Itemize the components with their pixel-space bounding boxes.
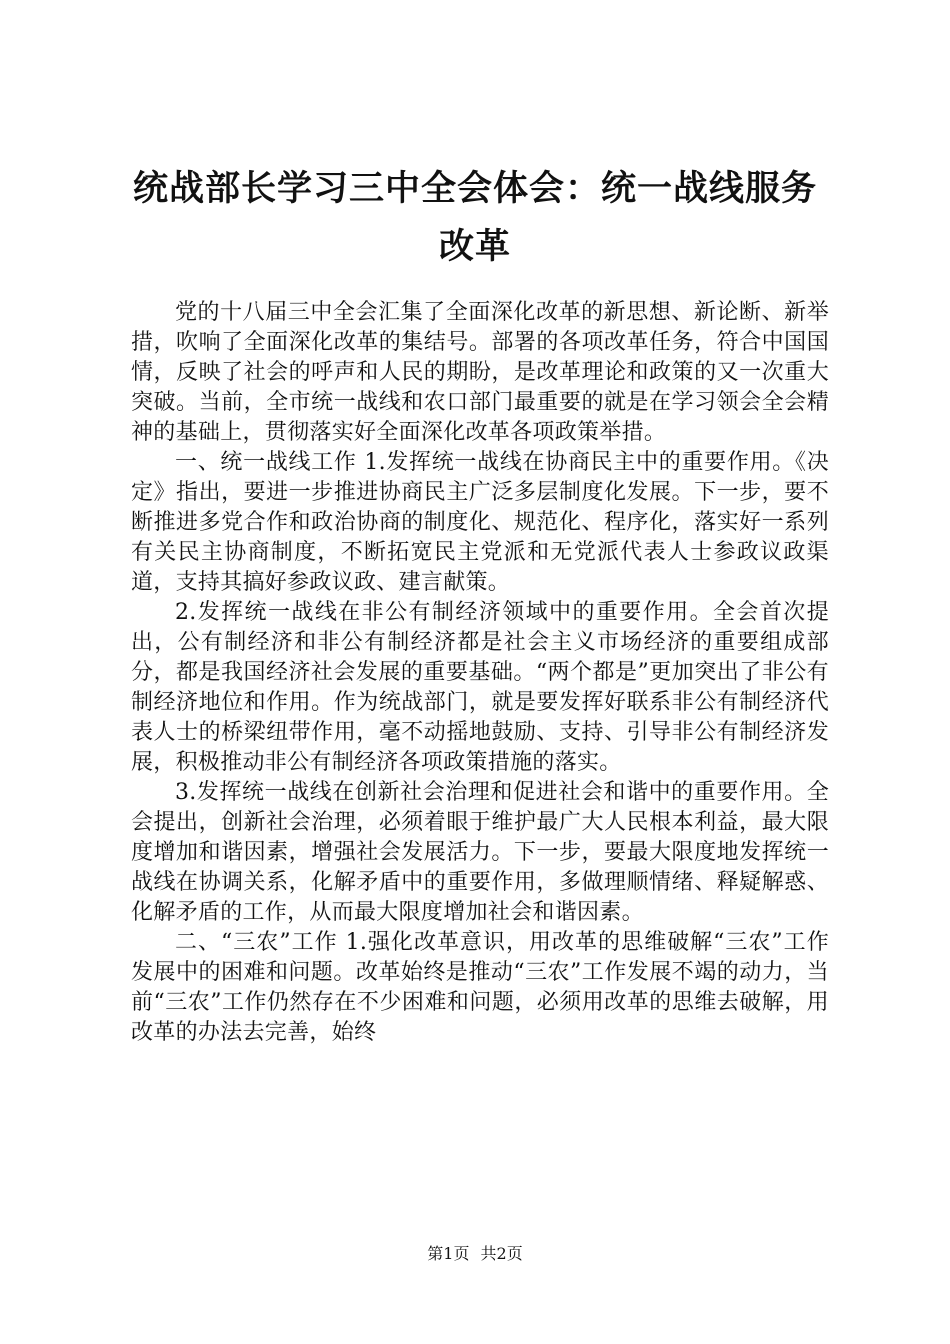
paragraph-united-front-2: 2.发挥统一战线在非公有制经济领域中的重要作用。全会首次提出，公有制经济和非公有制经济都是社会主义市场经济的重要组成部分，都是我国经济社会发展的重要基础。“两个都是”更加突出了非公有制经济地位和作用。作为统战部门，就是要发挥好联系非公有制经济代表人士的桥梁纽带作用，毫不动摇地鼓励、支持、引导非公有制经济发展，积极推动非公有制经济各项政策措施的落实。 bbox=[131, 600, 829, 775]
page-number: 第1页 bbox=[427, 1244, 470, 1263]
paragraph-intro: 党的十八届三中全会汇集了全面深化改革的新思想、新论断、新举措，吹响了全面深化改革的集结号。部署的各项改革任务，符合中国国情，反映了社会的呼声和人民的期盼，是改革理论和政策的又一次重大突破。当前，全市统一战线和农口部门最重要的就是在学习领会全会精神的基础上，贯彻落实好全面深化改革各项政策举措。 bbox=[131, 300, 829, 445]
page-footer bbox=[0, 1244, 950, 1264]
page-total: 共2页 bbox=[480, 1244, 523, 1263]
document-title: 统战部长学习三中全会体会：统一战线服务改革 bbox=[132, 168, 817, 267]
paragraph-united-front-1: 一、统一战线工作 1.发挥统一战线在协商民主中的重要作用。《决定》指出，要进一步推进协商民主广泛多层制度化发展。下一步，要不断推进多党合作和政治协商的制度化、规范化、程序化，落实好一系列有关民主协商制度，不断拓宽民主党派和无党派代表人士参政议政渠道，支持其搞好参政议政、建言献策。 bbox=[131, 450, 829, 595]
document-body bbox=[131, 298, 829, 1048]
paragraph-sannong-1: 二、“三农”工作 1.强化改革意识，用改革的思维破解“三农”工作发展中的困难和问题。改革始终是推动“三农”工作发展不竭的动力，当前“三农”工作仍然存在不少困难和问题，必须用改革的思维去破解，用改革的办法去完善，始终 bbox=[131, 930, 829, 1045]
paragraph-united-front-3: 3.发挥统一战线在创新社会治理和促进社会和谐中的重要作用。全会提出，创新社会治理，必须着眼于维护最广大人民根本利益，最大限度增加和谐因素，增强社会发展活力。下一步，要最大限度地发挥统一战线在协调关系，化解矛盾中的重要作用，多做理顺情绪、释疑解惑、化解矛盾的工作，从而最大限度增加社会和谐因素。 bbox=[131, 780, 829, 925]
